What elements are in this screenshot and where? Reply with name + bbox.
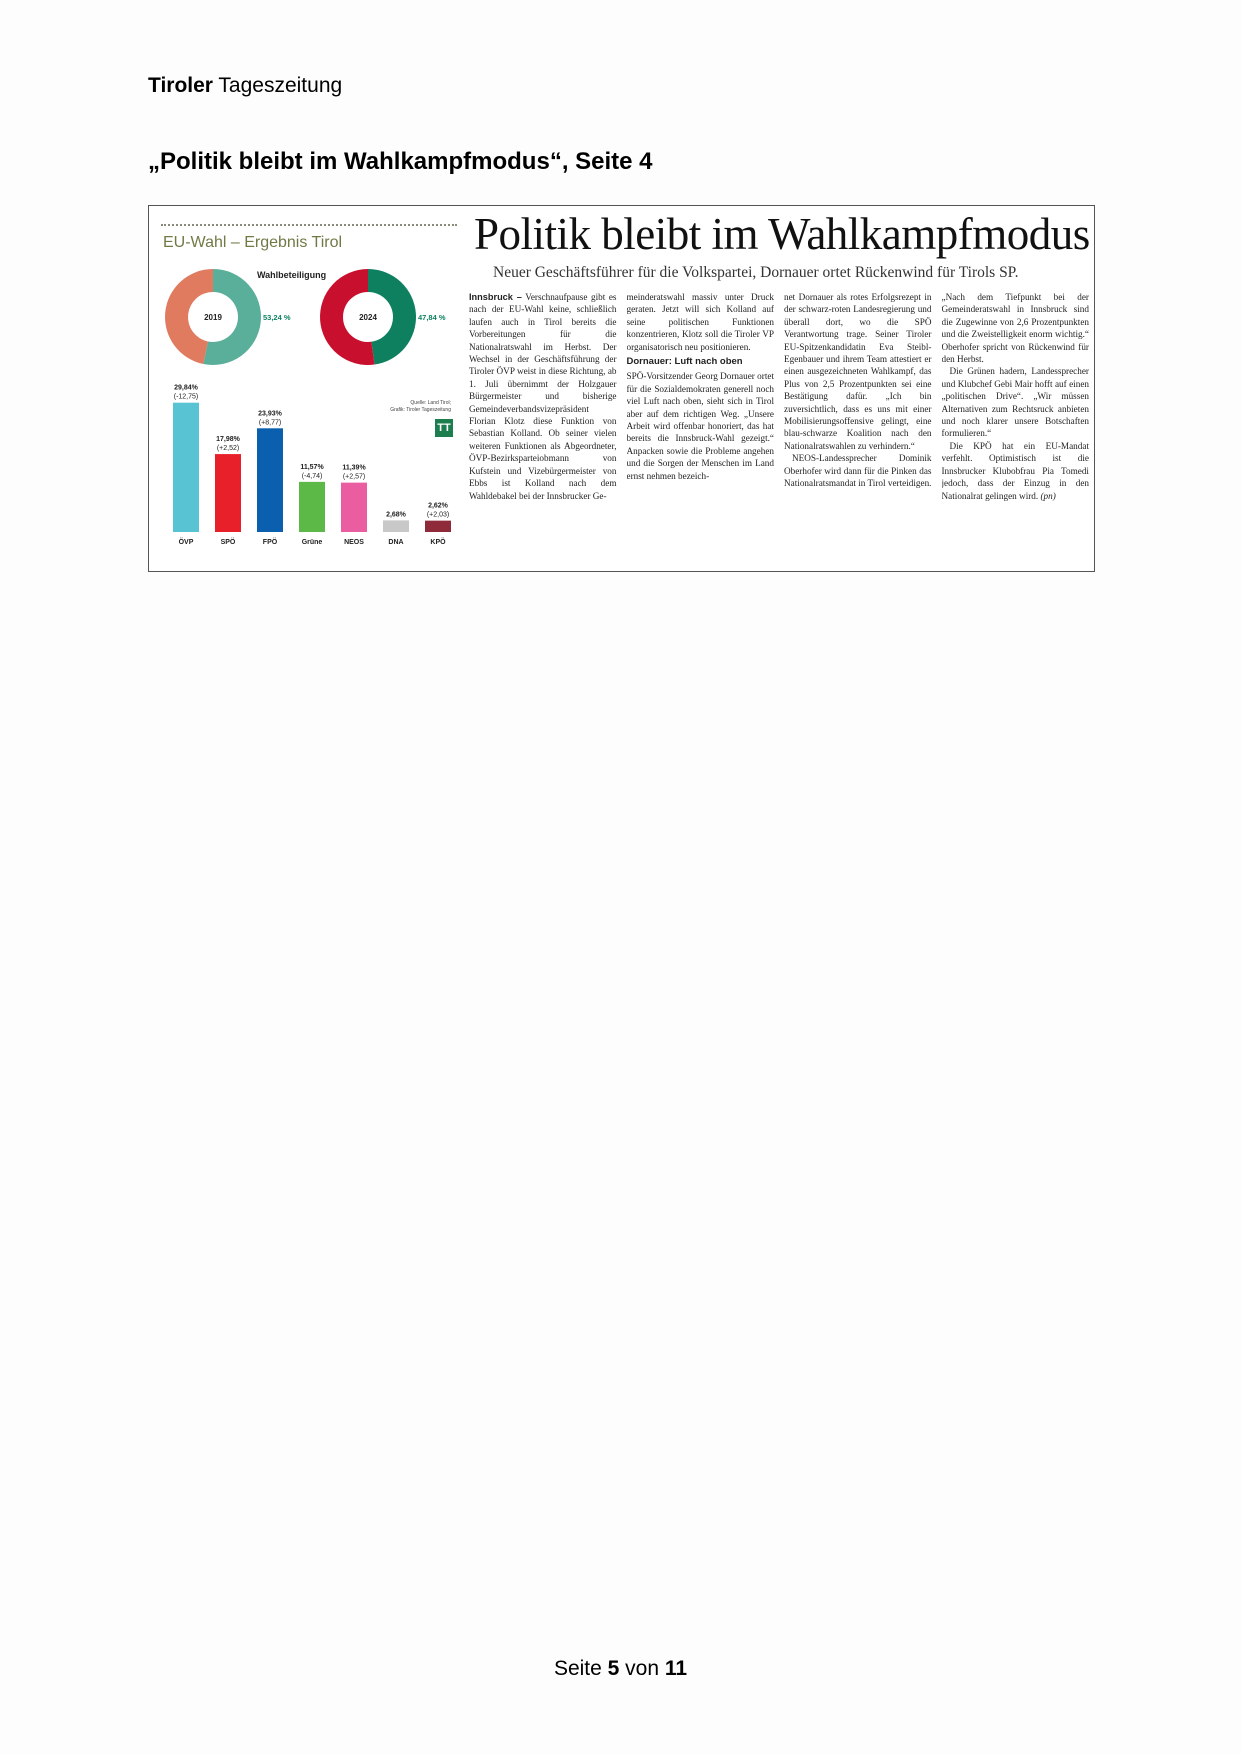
infographic-title: EU-Wahl – Ergebnis Tirol: [163, 234, 343, 251]
bar-value-label: 2,62%: [428, 502, 448, 510]
article-headline: Politik bleibt im Wahlkampfmodus: [474, 209, 1090, 259]
bar-change-label: (+2,57): [342, 473, 366, 481]
bar-övp: [173, 403, 199, 532]
bar-value-label: 23,93%: [258, 410, 282, 418]
bar-change-label: (+2,03): [426, 511, 450, 519]
tt-logo: TT: [435, 419, 453, 437]
dateline: Innsbruck –: [469, 292, 522, 302]
article-body: [469, 291, 1089, 559]
bar-dna: [383, 520, 409, 532]
category-label: SPÖ: [220, 539, 236, 546]
bar-kpö: [425, 521, 451, 532]
bar-value-label: 11,57%: [300, 463, 324, 471]
bar-change-label: (+8,77): [258, 419, 282, 427]
author-signature: (pn): [1040, 490, 1056, 501]
category-label: NEOS: [344, 539, 364, 546]
bar-value-label: 17,98%: [216, 436, 240, 444]
chart-source: Quelle: Land Tirol; Grafik: Tiroler Tageszeitung: [390, 400, 451, 413]
category-label: ÖVP: [178, 539, 194, 546]
infographic: [155, 212, 455, 560]
turnout-value-label: 53,24 %: [263, 313, 291, 322]
bar-neos: [341, 483, 367, 532]
bar-grüne: [299, 482, 325, 532]
bar-fpö: [257, 428, 283, 532]
bar-value-label: 29,84%: [174, 384, 198, 392]
category-label: DNA: [388, 539, 404, 546]
donut-year-label: 2019: [204, 313, 222, 322]
bar-spö: [215, 454, 241, 532]
publication-name: Tiroler Tageszeitung: [148, 74, 343, 97]
bar-change-label: (-12,75): [173, 393, 199, 401]
category-label: KPÖ: [430, 539, 446, 546]
category-label: FPÖ: [262, 539, 278, 546]
article-intertitle: Dornauer: Luft nach oben: [626, 356, 743, 368]
article-subheadline: Neuer Geschäftsführer für die Volkspartei, Dornauer ortet Rückenwind für Tirols SP.: [493, 264, 1019, 281]
article-column-2: meinderatswahl massiv unter Druck geraten. Jetzt will sich Kolland auf seine politischen Funktionen konzentrieren, Klotz soll die Tiroler VP organisatorisch neu positionieren. Dornauer: Luft nach oben SPÖ-Vorsitzender Georg Dornauer ortet für die Sozialdemokraten generell noch viel Luft nach oben, sieht sich in Tirol aber auf dem richtigen Weg. „Unsere Arbeit wird offenbar honoriert, das hat bereits die Innsbruck-Wahl gezeigt.“ Anpacken sowie die Probleme angehen und die Sorgen der Menschen im Land ernst nehmen bezeich-: [626, 292, 774, 481]
donut-year-label: 2024: [359, 313, 377, 322]
turnout-label: Wahlbeteiligung: [257, 270, 327, 280]
bar-value-label: 2,68%: [386, 511, 406, 519]
document-title: „Politik bleibt im Wahlkampfmodus“, Seite 4: [148, 148, 653, 175]
bar-value-label: 11,39%: [342, 464, 366, 472]
results-chart: [155, 212, 455, 560]
newspaper-clipping: [148, 205, 1095, 572]
page-footer: Seite 5 von 11: [553, 1657, 688, 1680]
bar-change-label: (-4,74): [301, 472, 323, 480]
bar-change-label: (+2,52): [216, 445, 240, 453]
article-column-1: Innsbruck – Verschnaufpause gibt es nach der EU-Wahl keine, schließlich laufen auch in Tirol bereits die Vorbereitungen für die Nationalratswahl im Herbst. Der Wechsel in der Geschäftsführung der Tiroler ÖVP weist in diese Richtung, ab 1. Juli übernimmt der Holzgauer Bürgermeister und bisherige Gemeindeverbandsvizepräsident Florian Klotz diese Funktion von Sebastian Kolland. Ob seiner vielen weiteren Funktionen als Abgeordneter, ÖVP-Bezirksparteiobmann von Kufstein und Vizebürgermeister von Ebbs ist Kolland nach dem Wahldebakel bei der Innsbrucker Ge-: [469, 292, 617, 501]
turnout-value-label: 47,84 %: [418, 313, 446, 322]
category-label: Grüne: [301, 539, 323, 546]
article-column-4: „Nach dem Tiefpunkt bei der Gemeinderatswahl in Innsbruck sind die Zugewinne von 2,6 Prozentpunkten und die Zweistelligkeit enorm wichtig.“ Oberhofer spricht von Rückenwind für den Herbst. Die Grünen hadern, Landessprecher und Klubchef Gebi Mair hofft auf einen „politischen Drive“. „Wir müssen Alternativen zum Rechtsruck anbieten und noch klarer unsere Botschaften formulieren.“ Die KPÖ hat ein EU-Mandat verfehlt. Optimistisch ist die Innsbrucker Klubobfrau Pia Tomedi jedoch, dass der Einzug in den Nationalrat gelingen wird. (pn): [941, 292, 1089, 501]
article-column-3: net Dornauer als rotes Erfolgsrezept in der schwarz-roten Landesregierung und überall dort, wo die SPÖ Verantwortung trage. Seiner Tiroler EU-Spitzenkandidatin Eva Steibl-Egenbauer und ihrem Team attestiert er einen ausgezeichneten Wahlkampf, das Plus von 2,5 Prozentpunkten sei eine Bestätigung dafür. „Ich bin zuversichtlich, dass es uns mit einer Mobilisierungsoffensive gelingt, eine blau-schwarze Koalition nach den Nationalratswahlen zu verhindern.“ NEOS-Landessprecher Dominik Oberhofer wird dann für die Pinken das Nationalratsmandat in Tirol verteidigen.: [784, 292, 932, 489]
